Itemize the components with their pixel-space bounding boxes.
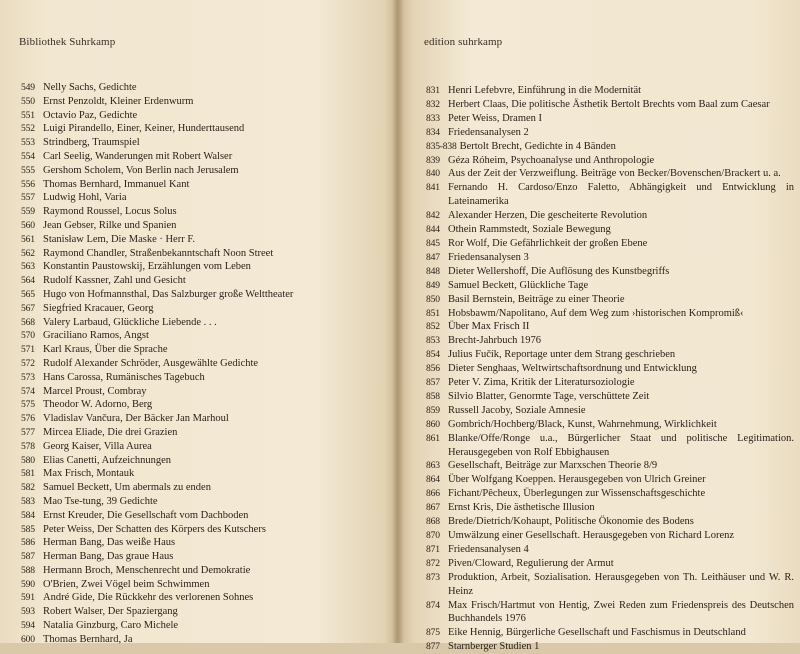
entry-title: Othein Rammstedt, Soziale Bewegung [448, 224, 611, 236]
entry-title: Octavio Paz, Gedichte [43, 109, 138, 121]
entry-number: 581 [21, 468, 35, 480]
entry-title: Raymond Chandler, Straßenbekanntschaft Noon Street [43, 247, 274, 259]
entry-number: 555 [21, 164, 35, 176]
list-item [21, 343, 391, 357]
entry-number: 835-838 [426, 140, 457, 152]
list-item [426, 98, 794, 112]
entry-number: 563 [21, 261, 35, 273]
list-item [426, 529, 794, 543]
entry-number: 590 [21, 578, 35, 590]
entry-title: Samuel Beckett, Glückliche Tage [448, 279, 589, 291]
entry-number: 841 [426, 182, 440, 194]
entry-title: Basil Bernstein, Beiträge zu einer Theorie [448, 293, 625, 305]
entry-number: 570 [21, 330, 35, 342]
entry-number: 567 [21, 302, 35, 314]
entry-number: 556 [21, 178, 35, 190]
entry-title: Raymond Roussel, Locus Solus [43, 206, 177, 218]
entry-title: Samuel Beckett, Um abermals zu enden [43, 482, 211, 494]
entry-title: Elias Canetti, Aufzeichnungen [43, 454, 172, 466]
entry-number: 872 [426, 557, 440, 569]
entry-number: 564 [21, 275, 35, 287]
entry-title: Ludwig Hohl, Varia [43, 192, 127, 204]
entry-title: Herman Bang, Das weiße Haus [43, 537, 176, 549]
left-running-head: Bibliothek Suhrkamp [19, 36, 116, 48]
entry-number: 839 [426, 154, 440, 166]
entry-number: 873 [426, 571, 440, 583]
entry-title: Brecht-Jahrbuch 1976 [448, 335, 542, 347]
entry-number: 575 [21, 399, 35, 411]
list-item [21, 302, 391, 316]
entry-number: 586 [21, 537, 35, 549]
entry-number: 856 [426, 363, 440, 375]
right-running-head: edition suhrkamp [424, 36, 503, 48]
entry-title: Valery Larbaud, Glückliche Liebende . . . [43, 316, 217, 328]
entry-title: Thomas Bernhard, Ja [43, 633, 133, 645]
list-item [21, 440, 391, 454]
entry-number: 587 [21, 551, 35, 563]
entry-number: 577 [21, 426, 35, 438]
entry-number: 850 [426, 293, 440, 305]
entry-title: Max Frisch, Montauk [43, 468, 135, 480]
entry-number: 857 [426, 377, 440, 389]
entry-title: Alexander Herzen, Die gescheiterte Revolution [448, 210, 648, 222]
entry-number: 571 [21, 344, 35, 356]
list-item [426, 237, 794, 251]
list-item [21, 233, 391, 247]
entry-title: Dieter Senghaas, Weltwirtschaftsordnung und Entwicklung [448, 363, 697, 375]
entry-number: 578 [21, 440, 35, 452]
entry-title: Mao Tse-tung, 39 Gedichte [43, 495, 158, 507]
list-item [426, 279, 794, 293]
list-item [426, 501, 794, 515]
entry-number: 572 [21, 357, 35, 369]
list-item [21, 164, 391, 178]
list-item [426, 640, 794, 654]
entry-title: Rudolf Kassner, Zahl und Gesicht [43, 275, 186, 287]
entry-title: Graciliano Ramos, Angst [43, 330, 149, 342]
entry-number: 551 [21, 109, 35, 121]
list-item [426, 418, 794, 432]
list-item [21, 357, 391, 371]
entry-title: Blanke/Offe/Ronge u.a., Bürgerlicher Staat und politische Legitimation. Herausgegeben von Rolf Ebbighausen [448, 432, 794, 458]
entry-number: 844 [426, 224, 440, 236]
list-item [21, 150, 391, 164]
list-item [426, 376, 794, 390]
entry-number: 858 [426, 390, 440, 402]
entry-number: 594 [21, 620, 35, 632]
entry-number: 874 [426, 599, 440, 611]
entry-title: Konstantin Paustowskij, Erzählungen vom Leben [43, 261, 251, 273]
entry-number: 582 [21, 482, 35, 494]
entry-number: 861 [426, 432, 440, 444]
entry-title: Friedensanalysen 3 [448, 251, 529, 263]
entry-title: Gombrich/Hochberg/Black, Kunst, Wahrnehmung, Wirklichkeit [448, 418, 717, 430]
entry-title: Russell Jacoby, Soziale Amnesie [448, 404, 586, 416]
list-item [426, 126, 794, 140]
entry-title: Nelly Sachs, Gedichte [43, 82, 137, 93]
entry-title: André Gide, Die Rückkehr des verlorenen Sohnes [43, 592, 254, 604]
list-item [21, 536, 391, 550]
right-page [397, 0, 800, 653]
entry-title: Piven/Cloward, Regulierung der Armut [448, 557, 614, 569]
list-item [21, 523, 391, 537]
list-item [21, 564, 391, 578]
list-item [21, 509, 391, 523]
entry-number: 583 [21, 495, 35, 507]
entry-title: O'Brien, Zwei Vögel beim Schwimmen [43, 578, 210, 590]
list-item [21, 578, 391, 592]
list-item [21, 109, 391, 123]
list-item [21, 191, 391, 205]
list-item [21, 288, 391, 302]
list-item [21, 426, 391, 440]
entry-title: Henri Lefebvre, Einführung in die Modernität [448, 85, 642, 96]
entry-title: Herman Bang, Das graue Haus [43, 551, 174, 563]
list-item [426, 167, 794, 181]
entry-title: Strindberg, Traumspiel [43, 137, 140, 149]
entry-title: Gershom Scholem, Von Berlin nach Jerusalem [43, 164, 239, 176]
list-item [21, 205, 391, 219]
entry-number: 863 [426, 460, 440, 472]
entry-number: 591 [21, 592, 35, 604]
list-item [21, 605, 391, 619]
entry-title: Eike Hennig, Bürgerliche Gesellschaft und Faschismus in Deutschland [448, 627, 746, 639]
list-item [426, 154, 794, 168]
entry-title: Umwälzung einer Gesellschaft. Herausgegeben von Richard Lorenz [448, 530, 735, 541]
entry-title: Vladislav Vančura, Der Bäcker Jan Marhoul [43, 413, 229, 425]
list-item [21, 122, 391, 136]
entry-number: 848 [426, 265, 440, 277]
entry-title: Thomas Bernhard, Immanuel Kant [43, 178, 190, 190]
entry-title: Bertolt Brecht, Gedichte in 4 Bänden [459, 140, 616, 152]
entry-title: Peter Weiss, Dramen I [448, 112, 543, 124]
entry-title: Max Frisch/Hartmut von Hentig, Zwei Reden zum Friedenspreis des Deutschen Buchhandels 1976 [448, 599, 794, 625]
entry-title: Marcel Proust, Combray [43, 385, 147, 397]
entry-title: Silvio Blatter, Genormte Tage, verschüttete Zeit [448, 390, 650, 402]
list-item [21, 619, 391, 633]
entry-title: Über Wolfgang Koeppen. Herausgegeben von Ulrich Greiner [448, 474, 706, 486]
entry-title: Hans Carossa, Rumänisches Tagebuch [43, 371, 205, 383]
entry-title: Stanisław Lem, Die Maske · Herr F. [43, 233, 195, 245]
list-item [21, 316, 391, 330]
list-item [21, 467, 391, 481]
entry-title: Luigi Pirandello, Einer, Keiner, Hunderttausend [43, 123, 245, 135]
entry-number: 550 [21, 95, 35, 107]
list-item [21, 481, 391, 495]
entry-number: 877 [426, 641, 440, 653]
list-item [426, 390, 794, 404]
entry-number: 860 [426, 418, 440, 430]
left-page [0, 0, 397, 643]
entry-number: 842 [426, 210, 440, 222]
entry-number: 870 [426, 530, 440, 541]
list-item [426, 473, 794, 487]
entry-number: 847 [426, 251, 440, 263]
list-item [21, 95, 391, 109]
entry-number: 562 [21, 247, 35, 259]
list-item [426, 543, 794, 557]
entry-number: 585 [21, 523, 35, 535]
entry-number: 557 [21, 192, 35, 204]
entry-title: Ernst Kris, Die ästhetische Illusion [448, 502, 595, 514]
list-item [21, 371, 391, 385]
entry-title: Theodor W. Adorno, Berg [43, 399, 153, 411]
entry-number: 834 [426, 126, 440, 138]
right-title-list [426, 84, 794, 654]
entry-title: Hobsbawm/Napolitano, Auf dem Weg zum ›historischen Kompromiß‹ [448, 307, 744, 319]
entry-number: 868 [426, 516, 440, 528]
entry-title: Jean Gebser, Rilke und Spanien [43, 219, 177, 231]
list-item [21, 178, 391, 192]
list-item [21, 260, 391, 274]
entry-title: Friedensanalysen 2 [448, 126, 529, 138]
list-item [21, 591, 391, 605]
list-item [426, 209, 794, 223]
entry-title: Hugo von Hofmannsthal, Das Salzburger große Welttheater [43, 288, 294, 300]
list-item [426, 362, 794, 376]
entry-number: 875 [426, 627, 440, 639]
entry-number: 574 [21, 385, 35, 397]
list-item [426, 348, 794, 362]
entry-number: 600 [21, 633, 35, 645]
list-item [21, 274, 391, 288]
list-item [21, 495, 391, 509]
entry-title: Julius Fučík, Reportage unter dem Strang geschrieben [448, 349, 676, 361]
list-item [426, 84, 794, 98]
entry-number: 845 [426, 237, 440, 249]
entry-number: 576 [21, 413, 35, 425]
entry-title: Starnberger Studien 1 [448, 641, 540, 653]
entry-title: Ror Wolf, Die Gefährlichkeit der großen Ebene [448, 237, 648, 249]
list-item [426, 334, 794, 348]
list-item [426, 432, 794, 460]
entry-number: 559 [21, 206, 35, 218]
entry-number: 849 [426, 279, 440, 291]
list-item [426, 515, 794, 529]
entry-number: 580 [21, 454, 35, 466]
entry-number: 867 [426, 502, 440, 514]
entry-number: 593 [21, 606, 35, 618]
entry-number: 852 [426, 321, 440, 333]
list-item [426, 571, 794, 599]
entry-title: Siegfried Kracauer, Georg [43, 302, 154, 314]
entry-title: Fernando H. Cardoso/Enzo Faletto, Abhängigkeit und Entwicklung in Lateinamerika [448, 182, 794, 208]
entry-title: Karl Kraus, Über die Sprache [43, 344, 168, 356]
list-item [21, 247, 391, 261]
entry-number: 833 [426, 112, 440, 124]
entry-number: 831 [426, 85, 440, 96]
entry-title: Über Max Frisch II [448, 321, 530, 333]
list-item [426, 293, 794, 307]
entry-number: 853 [426, 335, 440, 347]
entry-title: Hermann Broch, Menschenrecht und Demokratie [43, 564, 251, 576]
list-item [426, 487, 794, 501]
entry-title: Produktion, Arbeit, Sozialisation. Herausgegeben von Th. Leithäuser und W. R. Heinz [448, 571, 794, 597]
entry-number: 840 [426, 168, 440, 180]
entry-title: Géza Róheim, Psychoanalyse und Anthropologie [448, 154, 655, 166]
list-item [426, 140, 794, 154]
entry-title: Dieter Wellershoff, Die Auflösung des Kunstbegriffs [448, 265, 670, 277]
entry-number: 584 [21, 509, 35, 521]
entry-title: Rudolf Alexander Schröder, Ausgewählte Gedichte [43, 357, 259, 369]
entry-title: Ernst Kreuder, Die Gesellschaft vom Dachboden [43, 509, 249, 521]
entry-title: Gesellschaft, Beiträge zur Marxschen Theorie 8/9 [448, 460, 658, 472]
entry-number: 561 [21, 233, 35, 245]
entry-title: Brede/Dietrich/Kohaupt, Politische Ökonomie des Bodens [448, 516, 694, 528]
list-item [21, 219, 391, 233]
entry-number: 573 [21, 371, 35, 383]
entry-number: 864 [426, 474, 440, 486]
list-item [426, 251, 794, 265]
entry-title: Ernst Penzoldt, Kleiner Erdenwurm [43, 95, 194, 107]
entry-title: Aus der Zeit der Verzweiflung. Beiträge von Becker/Bovenschen/Brackert u. a. [448, 168, 781, 180]
list-item [21, 136, 391, 150]
list-item [21, 550, 391, 564]
entry-title: Carl Seelig, Wanderungen mit Robert Walser [43, 150, 233, 162]
entry-title: Mircea Eliade, Die drei Grazien [43, 426, 178, 438]
entry-number: 851 [426, 307, 440, 319]
entry-number: 588 [21, 564, 35, 576]
entry-number: 554 [21, 150, 35, 162]
entry-title: Natalia Ginzburg, Caro Michele [43, 620, 179, 632]
entry-title: Peter Weiss, Der Schatten des Körpers des Kutschers [43, 523, 266, 535]
entry-number: 854 [426, 349, 440, 361]
list-item [21, 385, 391, 399]
list-item [426, 307, 794, 321]
list-item [21, 329, 391, 343]
entry-number: 871 [426, 543, 440, 555]
list-item [21, 81, 391, 95]
list-item [426, 320, 794, 334]
list-item [21, 633, 391, 647]
entry-title: Robert Walser, Der Spaziergang [43, 606, 178, 618]
entry-number: 859 [426, 404, 440, 416]
list-item [426, 181, 794, 209]
entry-number: 552 [21, 123, 35, 135]
entry-title: Fichant/Pêcheux, Überlegungen zur Wissenschaftsgeschichte [448, 488, 706, 500]
list-item [21, 398, 391, 412]
entry-number: 568 [21, 316, 35, 328]
list-item [426, 265, 794, 279]
entry-number: 549 [21, 82, 35, 93]
entry-number: 560 [21, 219, 35, 231]
list-item [426, 112, 794, 126]
entry-title: Peter V. Zima, Kritik der Literatursoziologie [448, 377, 635, 389]
list-item [21, 412, 391, 426]
entry-number: 866 [426, 488, 440, 500]
list-item [426, 404, 794, 418]
entry-title: Georg Kaiser, Villa Aurea [43, 440, 152, 452]
list-item [426, 599, 794, 627]
entry-title: Herbert Claas, Die politische Ästhetik Bertolt Brechts vom Baal zum Caesar [448, 98, 770, 110]
entry-title: Friedensanalysen 4 [448, 543, 529, 555]
entry-number: 832 [426, 98, 440, 110]
list-item [426, 626, 794, 640]
list-item [21, 454, 391, 468]
entry-number: 553 [21, 137, 35, 149]
list-item [426, 557, 794, 571]
list-item [426, 459, 794, 473]
entry-number: 565 [21, 288, 35, 300]
list-item [426, 223, 794, 237]
left-title-list [21, 81, 391, 647]
